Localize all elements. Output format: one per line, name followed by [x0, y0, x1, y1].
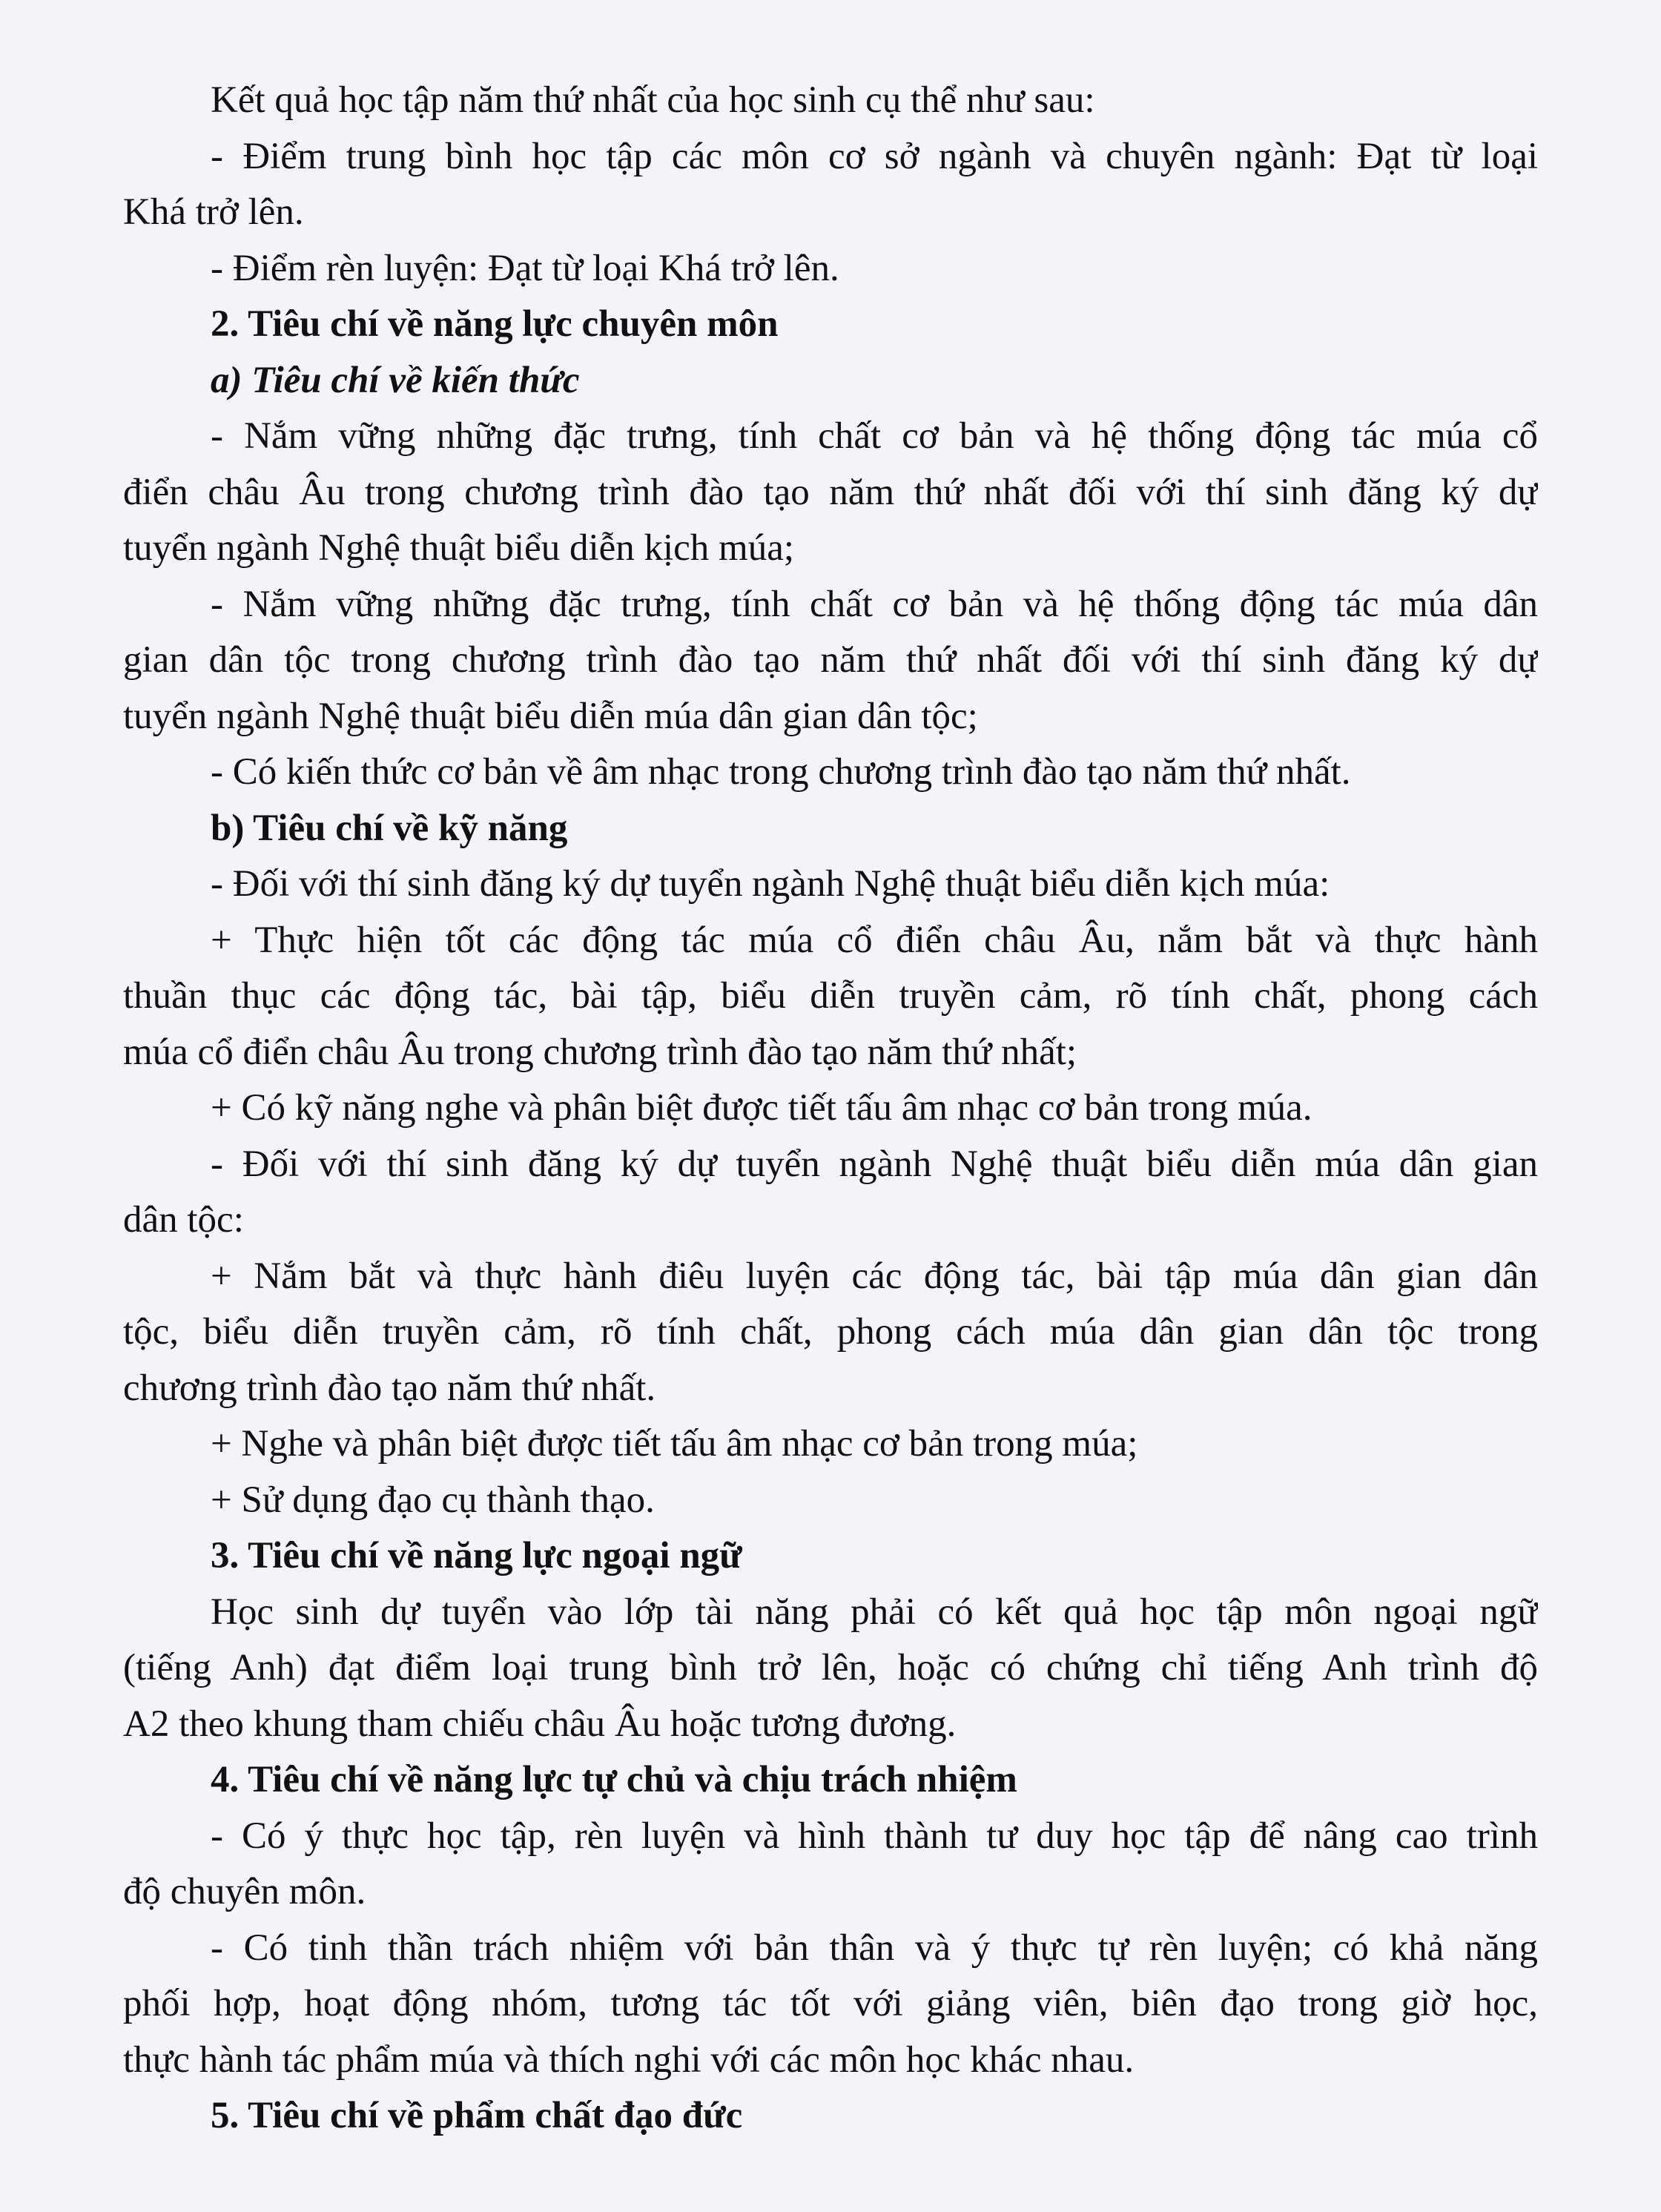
plus-item-line: + Thực hiện tốt các động tác múa cổ điển châu Âu, nắm bắt và thực hành	[211, 919, 1538, 961]
section-heading: 4. Tiêu chí về năng lực tự chủ và chịu trách nhiệm	[211, 1759, 1017, 1800]
bullet-line: - Có kiến thức cơ bản về âm nhạc trong chương trình đào tạo năm thứ nhất.	[211, 751, 1351, 793]
section-heading: 5. Tiêu chí về phẩm chất đạo đức	[211, 2095, 743, 2136]
bullet-line: - Có ý thực học tập, rèn luyện và hình thành tư duy học tập để nâng cao trình	[211, 1815, 1538, 1857]
plus-item-line: + Nghe và phân biệt được tiết tấu âm nhạc cơ bản trong múa;	[211, 1423, 1138, 1465]
paragraph-line: tuyển ngành Nghệ thuật biểu diễn kịch múa;	[123, 527, 795, 569]
paragraph-line: tộc, biểu diễn truyền cảm, rõ tính chất, phong cách múa dân gian dân tộc trong	[123, 1311, 1538, 1353]
bullet-line: - Đối với thí sinh đăng ký dự tuyển ngành Nghệ thuật biểu diễn kịch múa:	[211, 863, 1330, 905]
paragraph-line: điển châu Âu trong chương trình đào tạo năm thứ nhất đối với thí sinh đăng ký dự	[123, 471, 1538, 513]
section-heading: 2. Tiêu chí về năng lực chuyên môn	[211, 303, 779, 345]
plus-item-line: + Sử dụng đạo cụ thành thạo.	[211, 1479, 655, 1521]
subsection-heading: b) Tiêu chí về kỹ năng	[211, 807, 568, 849]
bullet-line: - Nắm vững những đặc trưng, tính chất cơ bản và hệ thống động tác múa dân	[211, 583, 1538, 625]
plus-item-line: + Có kỹ năng nghe và phân biệt được tiết tấu âm nhạc cơ bản trong múa.	[211, 1087, 1312, 1129]
paragraph-line: thuần thục các động tác, bài tập, biểu diễn truyền cảm, rõ tính chất, phong cách	[123, 975, 1538, 1017]
bullet-line: - Điểm rèn luyện: Đạt từ loại Khá trở lên.	[211, 247, 839, 289]
document-page	[123, 73, 1538, 2145]
paragraph-line: gian dân tộc trong chương trình đào tạo năm thứ nhất đối với thí sinh đăng ký dự	[123, 639, 1538, 681]
paragraph-line: chương trình đào tạo năm thứ nhất.	[123, 1367, 656, 1409]
bullet-line: - Điểm trung bình học tập các môn cơ sở ngành và chuyên ngành: Đạt từ loại	[211, 135, 1538, 177]
paragraph-line: tuyển ngành Nghệ thuật biểu diễn múa dân gian dân tộc;	[123, 695, 978, 737]
paragraph-line: Học sinh dự tuyển vào lớp tài năng phải có kết quả học tập môn ngoại ngữ	[211, 1591, 1538, 1633]
bullet-line: - Nắm vững những đặc trưng, tính chất cơ bản và hệ thống động tác múa cổ	[211, 415, 1538, 457]
section-heading: 3. Tiêu chí về năng lực ngoại ngữ	[211, 1535, 742, 1577]
plus-item-line: + Nắm bắt và thực hành điêu luyện các động tác, bài tập múa dân gian dân	[211, 1255, 1538, 1297]
paragraph-line: dân tộc:	[123, 1199, 244, 1241]
paragraph-line: A2 theo khung tham chiếu châu Âu hoặc tương đương.	[123, 1703, 957, 1745]
paragraph-line: phối hợp, hoạt động nhóm, tương tác tốt với giảng viên, biên đạo trong giờ học,	[123, 1983, 1538, 2024]
paragraph-line: độ chuyên môn.	[123, 1871, 366, 1912]
bullet-line: - Đối với thí sinh đăng ký dự tuyển ngành Nghệ thuật biểu diễn múa dân gian	[211, 1143, 1538, 1185]
paragraph-line: Khá trở lên.	[123, 191, 304, 233]
subsection-heading: a) Tiêu chí về kiến thức	[211, 359, 580, 401]
paragraph-line: thực hành tác phẩm múa và thích nghi với các môn học khác nhau.	[123, 2038, 1135, 2081]
paragraph-line: (tiếng Anh) đạt điểm loại trung bình trở lên, hoặc có chứng chỉ tiếng Anh trình độ	[123, 1647, 1538, 1688]
bullet-line: - Có tinh thần trách nhiệm với bản thân và ý thực tự rèn luyện; có khả năng	[211, 1927, 1538, 1969]
paragraph-line: Kết quả học tập năm thứ nhất của học sinh cụ thể như sau:	[211, 79, 1095, 121]
paragraph-line: múa cổ điển châu Âu trong chương trình đào tạo năm thứ nhất;	[123, 1031, 1077, 1073]
